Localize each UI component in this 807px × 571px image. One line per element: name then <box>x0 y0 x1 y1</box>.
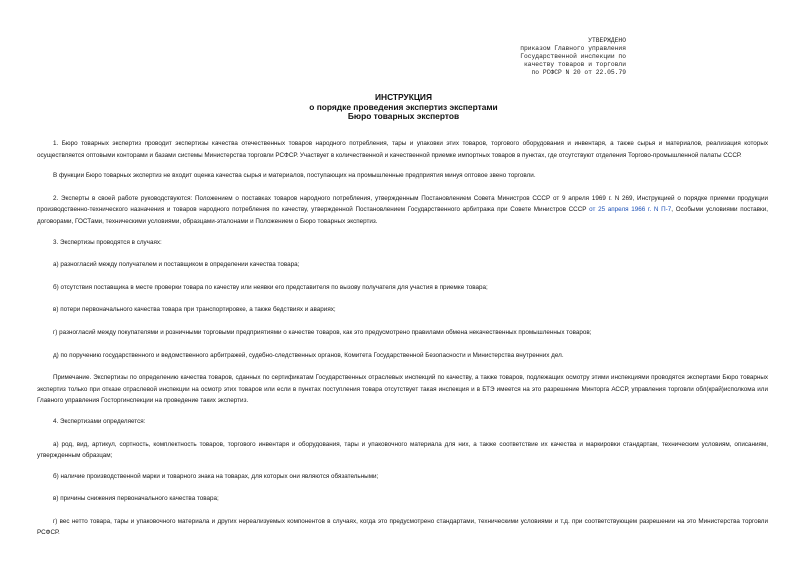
note-paragraph: Примечание. Экспертизы по определению качества товаров, сданных по сертификатам Государственных отраслевых инспекций по качеству, а также товаров, подлежащих осмотру этими инспекциями проводятся экспертами Бюро товарных экспертиз только при отказе отраслевой инспекции на осмотр этих товаров или если в пунктах поступления товара отсутствует такая инспекция и в БТЭ имеется на это разрешение Минторга АССР, управления торговли обл(край)исполкома или Главного управления Госторгинспекции на проведение таких экспертиз. <box>37 374 768 405</box>
list-item-g: г) разногласий между покупателями и розничными торговыми предприятиями о качестве товаров, как это предусмотрено правилами обмена некачественных промышленных товаров; <box>53 328 592 336</box>
approval-stamp <box>508 37 626 77</box>
approval-line: УТВЕРЖДЕНО <box>588 37 626 44</box>
paragraph-3-text-end: , Особыми условиями поставки, договорами, ГОСТами, техническими условиями, образцами-эталонами и Положением о Бюро товарных экспертиз. <box>37 206 768 225</box>
list-item-a-2: а) род, вид, артикул, сортность, комплектность товаров, торгового инвентаря и оборудования, тары и упаковочного материала для них, а также соответствие их качества и маркировки стандартам, техническим условиям, описаниям, утвержденным образцам; <box>37 440 768 460</box>
list-item-v-2: в) причины снижения первоначального качества товара; <box>53 495 219 503</box>
list-item-d: д) по поручению государственного и ведомственного арбитражей, судебно-следственных органов, Комитета Государственной Безопасности и Министерства внутренних дел. <box>53 351 564 359</box>
title-line: ИНСТРУКЦИЯ <box>375 92 432 102</box>
approval-line: по РСФСР N 20 от 22.05.79 <box>531 68 626 76</box>
list-item-b: б) отсутствия поставщика в месте проверки товара по качеству или неявки его представителя по вызову получателя для участия в приемке товара; <box>53 283 488 291</box>
approval-line: качеству товаров и торговли <box>523 60 626 68</box>
paragraph-3 <box>37 193 768 228</box>
list-item-g-2: г) вес нетто товара, тары и упаковочного материала и других нереализуемых компонентов в случаях, когда это предусмотрено стандартами, техническими условиями и т.д. при соответствующем разрешении на это Министерства торговли РСФСР. <box>37 517 768 537</box>
document-title <box>0 93 807 122</box>
list-item-b-2: б) наличие производственной марки и товарного знака на товарах, для которых они являются обязательными; <box>53 472 379 480</box>
list-item-a: а) разногласий между получателем и поставщиком в определении качества товара; <box>53 261 300 269</box>
paragraph-5: 4. Экспертизами определяется: <box>53 417 146 425</box>
paragraph-2: В функции Бюро товарных экспертиз не входит оценка качества сырья и материалов, поступающих на промышленные предприятия минуя оптовое звено торговли. <box>53 172 536 180</box>
document-body <box>37 138 768 548</box>
approval-line: приказом Главного управления <box>520 44 626 52</box>
title-line: Бюро товарных экспертов <box>347 111 460 122</box>
approval-line: Государственной инспекции по <box>520 52 626 60</box>
list-item-v: в) потери первоначального качества товара при транспортировке, а также бедствиях и авариях; <box>53 306 336 314</box>
paragraph-3-text: 2. Эксперты в своей работе руководствуются: Положением о поставках товаров народного потребления, утвержденным Постановлением Совета Министров СССР от 9 апреля 1969 г. N 269, Инструкцией о порядке приемки продукции производственно-технического назначения и товаров народного потребления по качеству, утвержденной Постановлением Государственного арбитража при Совете Министров СССР <box>37 194 768 214</box>
title-line: о порядке проведения экспертиз экспертами <box>309 101 498 112</box>
paragraph-4: 3. Экспертизы проводятся в случаях: <box>53 238 162 246</box>
paragraph-1: 1. Бюро товарных экспертиз проводит экспертизы качества отечественных товаров народного потребления, тары и упаковки этих товаров, торгового оборудования и инвентаря, а также сырья и материалов, реализация которых осуществляется оптовыми конторами и базами системы Министерства торговли РСФСР. Участвует в количественной и качественной приемке импортных товаров в пунктах, где отсутствуют отделения Торгово-промышленной палаты СССР. <box>37 140 768 159</box>
arbitration-instruction-link[interactable]: от 25 апреля 1966 г. N П-7 <box>589 206 672 214</box>
